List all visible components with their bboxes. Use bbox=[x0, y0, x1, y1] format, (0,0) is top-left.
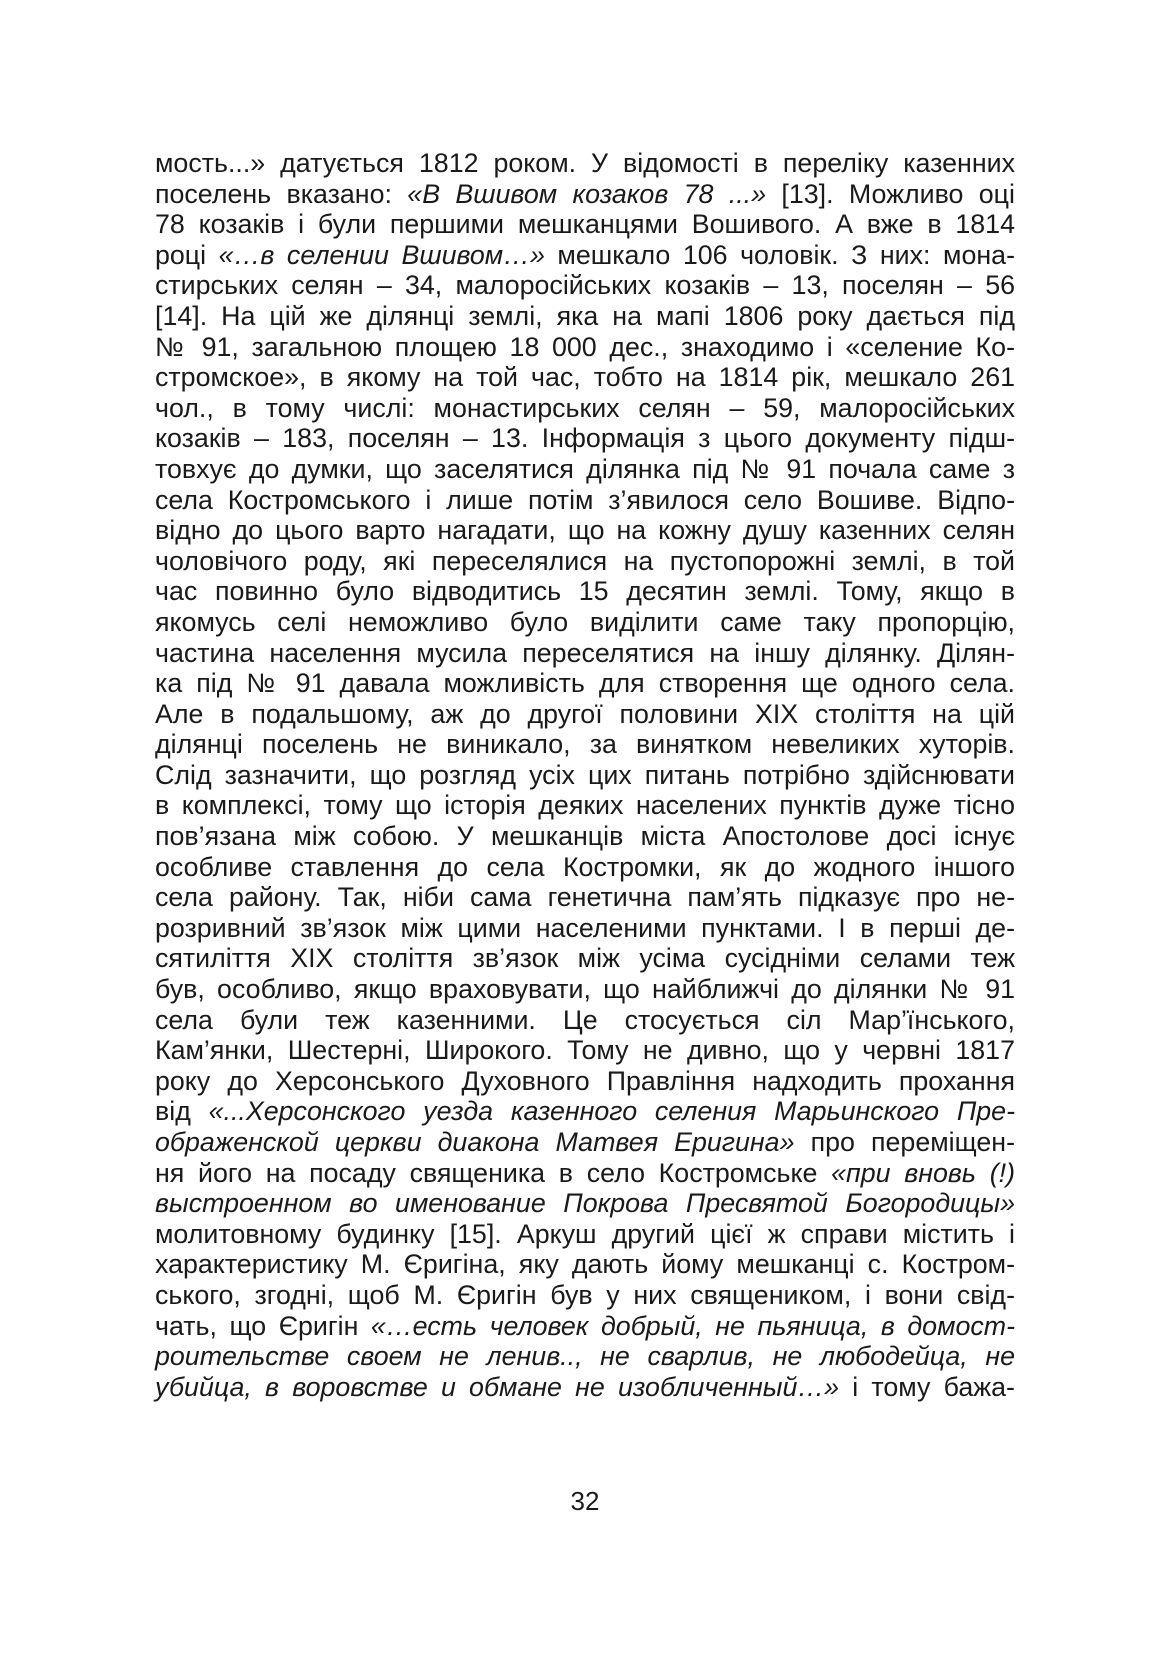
italic-quote: убийца, в воровстве и обмане не изобличенный…» bbox=[155, 1371, 840, 1402]
text-run: ня його на посаду священика в село Костромське bbox=[155, 1157, 832, 1188]
text-run: розривний зв’язок між цими населеними пунктами. І в перші де- bbox=[155, 912, 1015, 943]
text-run: ка під № 91 давала можливість для створення ще одного села. bbox=[155, 668, 1015, 699]
text-line bbox=[155, 576, 1015, 607]
text-run: села Костромського і лише потім з’явилося село Вошиве. Відпо- bbox=[155, 484, 1015, 515]
italic-quote: «при вновь (!) bbox=[831, 1157, 1016, 1188]
text-run: в комплексі, тому що історія деяких населених пунктів дуже тісно bbox=[155, 790, 1015, 821]
italic-quote: «В Вшивом козаков 78 ...» bbox=[407, 178, 767, 209]
text-line bbox=[155, 485, 1015, 516]
text-run: села району. Так, ніби сама генетична пам’ять підказує про не- bbox=[155, 882, 1015, 913]
text-line bbox=[155, 546, 1015, 577]
text-line bbox=[155, 270, 1015, 301]
text-run: чоловічого роду, які переселялися на пустопорожні землі, в той bbox=[155, 545, 1015, 576]
text-run: сятиліття ХІХ століття зв’язок між усіма сусідніми селами теж bbox=[155, 943, 1015, 974]
text-line bbox=[155, 1280, 1015, 1311]
text-line bbox=[155, 393, 1015, 424]
text-run: мешкало 106 чоловік. З них: мона- bbox=[544, 239, 1015, 270]
text-line bbox=[155, 301, 1015, 332]
text-line bbox=[155, 821, 1015, 852]
text-run: року до Херсонського Духовного Правління надходить прохання bbox=[155, 1065, 1015, 1096]
italic-quote: «...Херсонского уезда казенного селения Марьинского Пре- bbox=[208, 1096, 1015, 1127]
text-line bbox=[155, 209, 1015, 240]
text-run: молитовному будинку [15]. Аркуш другий цієї ж справи містить і bbox=[155, 1218, 1015, 1249]
text-run: Кам’янки, Шестерні, Широкого. Тому не дивно, що у червні 1817 bbox=[155, 1035, 1015, 1066]
text-run: якомусь селі неможливо було виділити саме таку пропорцію, bbox=[155, 606, 1015, 637]
text-run: товхує до думки, що заселятися ділянка під № 91 почала саме з bbox=[155, 453, 1015, 484]
text-run: і тому бажа- bbox=[839, 1371, 1015, 1402]
text-run: році bbox=[155, 239, 219, 270]
text-run: чать, що Єригін bbox=[155, 1310, 371, 1341]
text-line bbox=[155, 882, 1015, 913]
text-run: стромское», в якому на той час, тобто на 1814 рік, мешкало 261 bbox=[155, 362, 1015, 393]
text-line bbox=[155, 1219, 1015, 1250]
text-run: ського, згодні, щоб М. Єригін був у них священиком, і вони свід- bbox=[155, 1279, 1015, 1310]
text-run: чол., в тому числі: монастирських селян – 59, малоросійських bbox=[155, 392, 1015, 423]
text-run: козаків – 183, поселян – 13. Інформація з цього документу підш- bbox=[155, 423, 1015, 454]
text-run: Але в подальшому, аж до другої половини ХІХ століття на цій bbox=[155, 698, 1015, 729]
italic-quote: выстроенном во именование Покрова Пресвятой Богородицы» bbox=[155, 1188, 1015, 1219]
text-line bbox=[155, 668, 1015, 699]
text-line bbox=[155, 607, 1015, 638]
text-line bbox=[155, 332, 1015, 363]
italic-quote: «…есть человек добрый, не пьяница, в домост- bbox=[370, 1310, 1015, 1341]
text-line bbox=[155, 1096, 1015, 1127]
text-line bbox=[155, 179, 1015, 210]
text-line bbox=[155, 913, 1015, 944]
text-line bbox=[155, 148, 1015, 179]
text-run: про переміщен- bbox=[794, 1127, 1015, 1157]
text-line bbox=[155, 1127, 1015, 1158]
text-line bbox=[155, 240, 1015, 271]
italic-quote: ображенской церкви диакона Матвея Еригина» bbox=[155, 1127, 795, 1157]
text-run: пов’язана між собою. У мешканців міста Апостолове досі існує bbox=[155, 821, 1015, 852]
text-run: [14]. На цій же ділянці землі, яка на мапі 1806 року дається під bbox=[155, 300, 1015, 331]
body-text bbox=[155, 148, 1015, 1402]
text-line bbox=[155, 974, 1015, 1005]
text-line bbox=[155, 1066, 1015, 1097]
text-run: ділянці поселень не виникало, за винятком невеликих хуторів. bbox=[155, 729, 1015, 760]
italic-quote: роительстве своем не ленив.., не сварлив, не любодейца, не bbox=[155, 1341, 1015, 1372]
text-run: мость...» датується 1812 роком. У відомості в переліку казенних bbox=[155, 148, 1015, 178]
text-line bbox=[155, 1035, 1015, 1066]
text-line bbox=[155, 790, 1015, 821]
text-line bbox=[155, 454, 1015, 485]
text-run: стирських селян – 34, малоросійських козаків – 13, поселян – 56 bbox=[155, 270, 1015, 301]
page-number: 32 bbox=[570, 1486, 600, 1516]
text-run: поселень вказано: bbox=[155, 178, 408, 209]
text-run: від bbox=[155, 1096, 209, 1127]
text-run: № 91, загальною площею 18 000 дес., знаходимо і «селение Ко- bbox=[155, 331, 1015, 362]
text-line bbox=[155, 699, 1015, 730]
text-run: характеристику М. Єригіна, яку дають йому мешканці с. Костром- bbox=[155, 1249, 1015, 1280]
text-run: час повинно було відводитись 15 десятин землі. Тому, якщо в bbox=[155, 576, 1015, 607]
text-line bbox=[155, 362, 1015, 393]
text-line bbox=[155, 423, 1015, 454]
text-run: особливе ставлення до села Костромки, як до жодного іншого bbox=[155, 851, 1015, 882]
text-line bbox=[155, 1249, 1015, 1280]
text-line bbox=[155, 515, 1015, 546]
text-run: 78 козаків і були першими мешканцями Вошивого. А вже в 1814 bbox=[155, 209, 1015, 240]
text-run: Слід зазначити, що розгляд усіх цих питань потрібно здійснювати bbox=[155, 759, 1015, 790]
text-line bbox=[155, 1341, 1015, 1372]
text-run: відно до цього варто нагадати, що на кожну душу казенних селян bbox=[155, 515, 1015, 546]
text-run: був, особливо, якщо враховувати, що найближчі до ділянки № 91 bbox=[155, 974, 1015, 1005]
text-line bbox=[155, 1158, 1015, 1189]
italic-quote: «…в селении Вшивом…» bbox=[218, 239, 545, 270]
text-line bbox=[155, 1188, 1015, 1219]
text-run: [13]. Можливо оці bbox=[766, 178, 1015, 209]
text-run: частина населення мусила переселятися на іншу ділянку. Ділян- bbox=[155, 637, 1015, 668]
text-line bbox=[155, 1311, 1015, 1342]
text-line bbox=[155, 852, 1015, 883]
text-line bbox=[155, 1005, 1015, 1036]
text-run: села були теж казенними. Це стосується сіл Мар’їнського, bbox=[155, 1004, 1015, 1035]
text-line bbox=[155, 760, 1015, 791]
text-line bbox=[155, 729, 1015, 760]
text-line bbox=[155, 943, 1015, 974]
text-line bbox=[155, 638, 1015, 669]
text-line bbox=[155, 1372, 1015, 1403]
